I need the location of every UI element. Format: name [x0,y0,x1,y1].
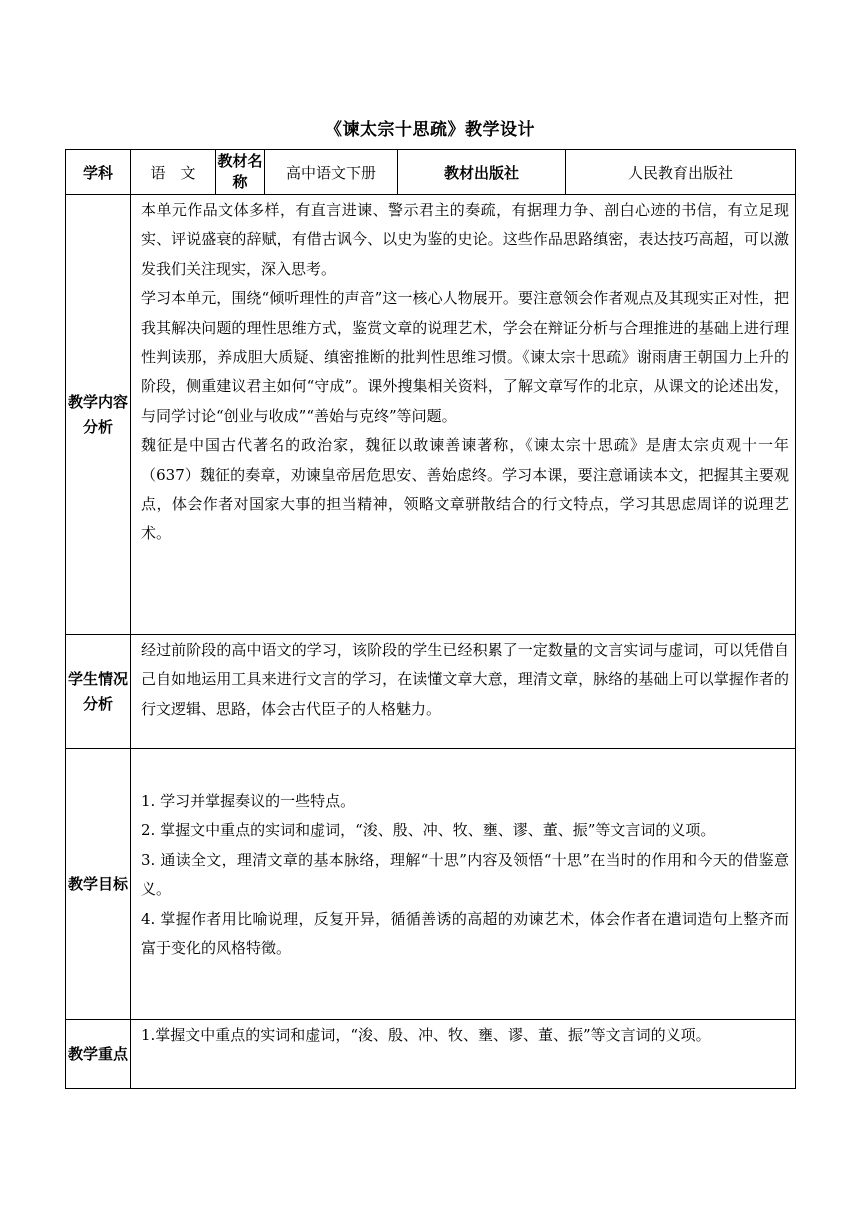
goal-item: 3. 通读全文，理清文章的基本脉络，理解“十思”内容及领悟“十思”在当时的作用和今天的借鉴意义。 [141,850,789,899]
textbook-label: 教材名称 [216,150,265,195]
student-analysis-row [66,635,796,749]
publisher-label: 教材出版社 [398,150,566,195]
content-analysis-body [131,195,796,635]
teaching-goals-label: 教学目标 [66,749,131,1020]
publisher-value: 人民教育出版社 [566,150,796,195]
content-paragraph: 魏征是中国古代著名的政治家，魏征以敢谏善谏著称，《谏太宗十思疏》是唐太宗贞观十一年（637）魏征的奏章，劝谏皇帝居危思安、善始虑终。学习本课，要注意诵读本文，把握其主要观点，体会作者对国家大事的担当精神，领略文章骈散结合的行文特点，学习其思虑周详的说理艺术。 [141,436,789,543]
document-title: 《谏太宗十思疏》教学设计 [325,120,535,140]
lesson-plan-table [65,149,796,1089]
student-paragraph: 经过前阶段的高中语文的学习，该阶段的学生已经积累了一定数量的文言实词与虚词，可以凭借自己自如地运用工具来进行文言的学习，在读懂文章大意，理清文章，脉络的基础上可以掌握作者的行文逻辑、思路，体会古代臣子的人格魅力。 [141,641,789,718]
header-row [66,150,796,195]
content-paragraph: 学习本单元，围绕“倾听理性的声音”这一核心人物展开。要注意领会作者观点及其现实正对性，把我其解决问题的理性思维方式，鉴赏文章的说理艺术，学会在辩证分析与合理推进的基础上进行理性判读那，养成胆大质疑、缜密推断的批判性思维习惯。《谏太宗十思疏》谢雨唐王朝国力上升的阶段，侧重建议君主如何“守成”。课外搜集相关资料，了解文章写作的北京，从课文的论述出发，与同学讨论“创业与收成”“善始与克终”等问题。 [141,289,789,425]
student-analysis-body [131,635,796,749]
teaching-focus-row [66,1020,796,1089]
textbook-value: 高中语文下册 [265,150,398,195]
student-analysis-label: 学生情况分析 [66,635,131,749]
teaching-focus-label: 教学重点 [66,1020,131,1089]
content-analysis-row [66,195,796,635]
content-analysis-label: 教学内容分析 [66,195,131,635]
focus-item: 1.掌握文中重点的实词和虚词，“浚、殷、冲、牧、壅、谬、董、振”等文言词的义项。 [141,1026,711,1044]
subject-value: 语 文 [131,150,216,195]
goal-item: 1. 学习并掌握奏议的一些特点。 [141,792,356,810]
content-paragraph: 本单元作品文体多样，有直言进谏、警示君主的奏疏，有据理力争、剖白心迹的书信，有立足现实、评说盛衰的辞赋，有借古讽今、以史为鉴的史论。这些作品思路缜密，表达技巧高超，可以激发我们关注现实，深入思考。 [141,201,789,278]
goal-item: 2. 掌握文中重点的实词和虚词，“浚、殷、冲、牧、壅、谬、董、振”等文言词的义项。 [141,821,716,840]
teaching-goals-row [66,749,796,1020]
teaching-goals-body [131,749,796,1020]
teaching-focus-body [131,1020,796,1089]
goal-item: 4. 掌握作者用比喻说理，反复开异，循循善诱的高超的劝谏艺术，体会作者在遣词造句上整齐而富于变化的风格特徵。 [141,909,789,958]
subject-label: 学科 [66,150,131,195]
